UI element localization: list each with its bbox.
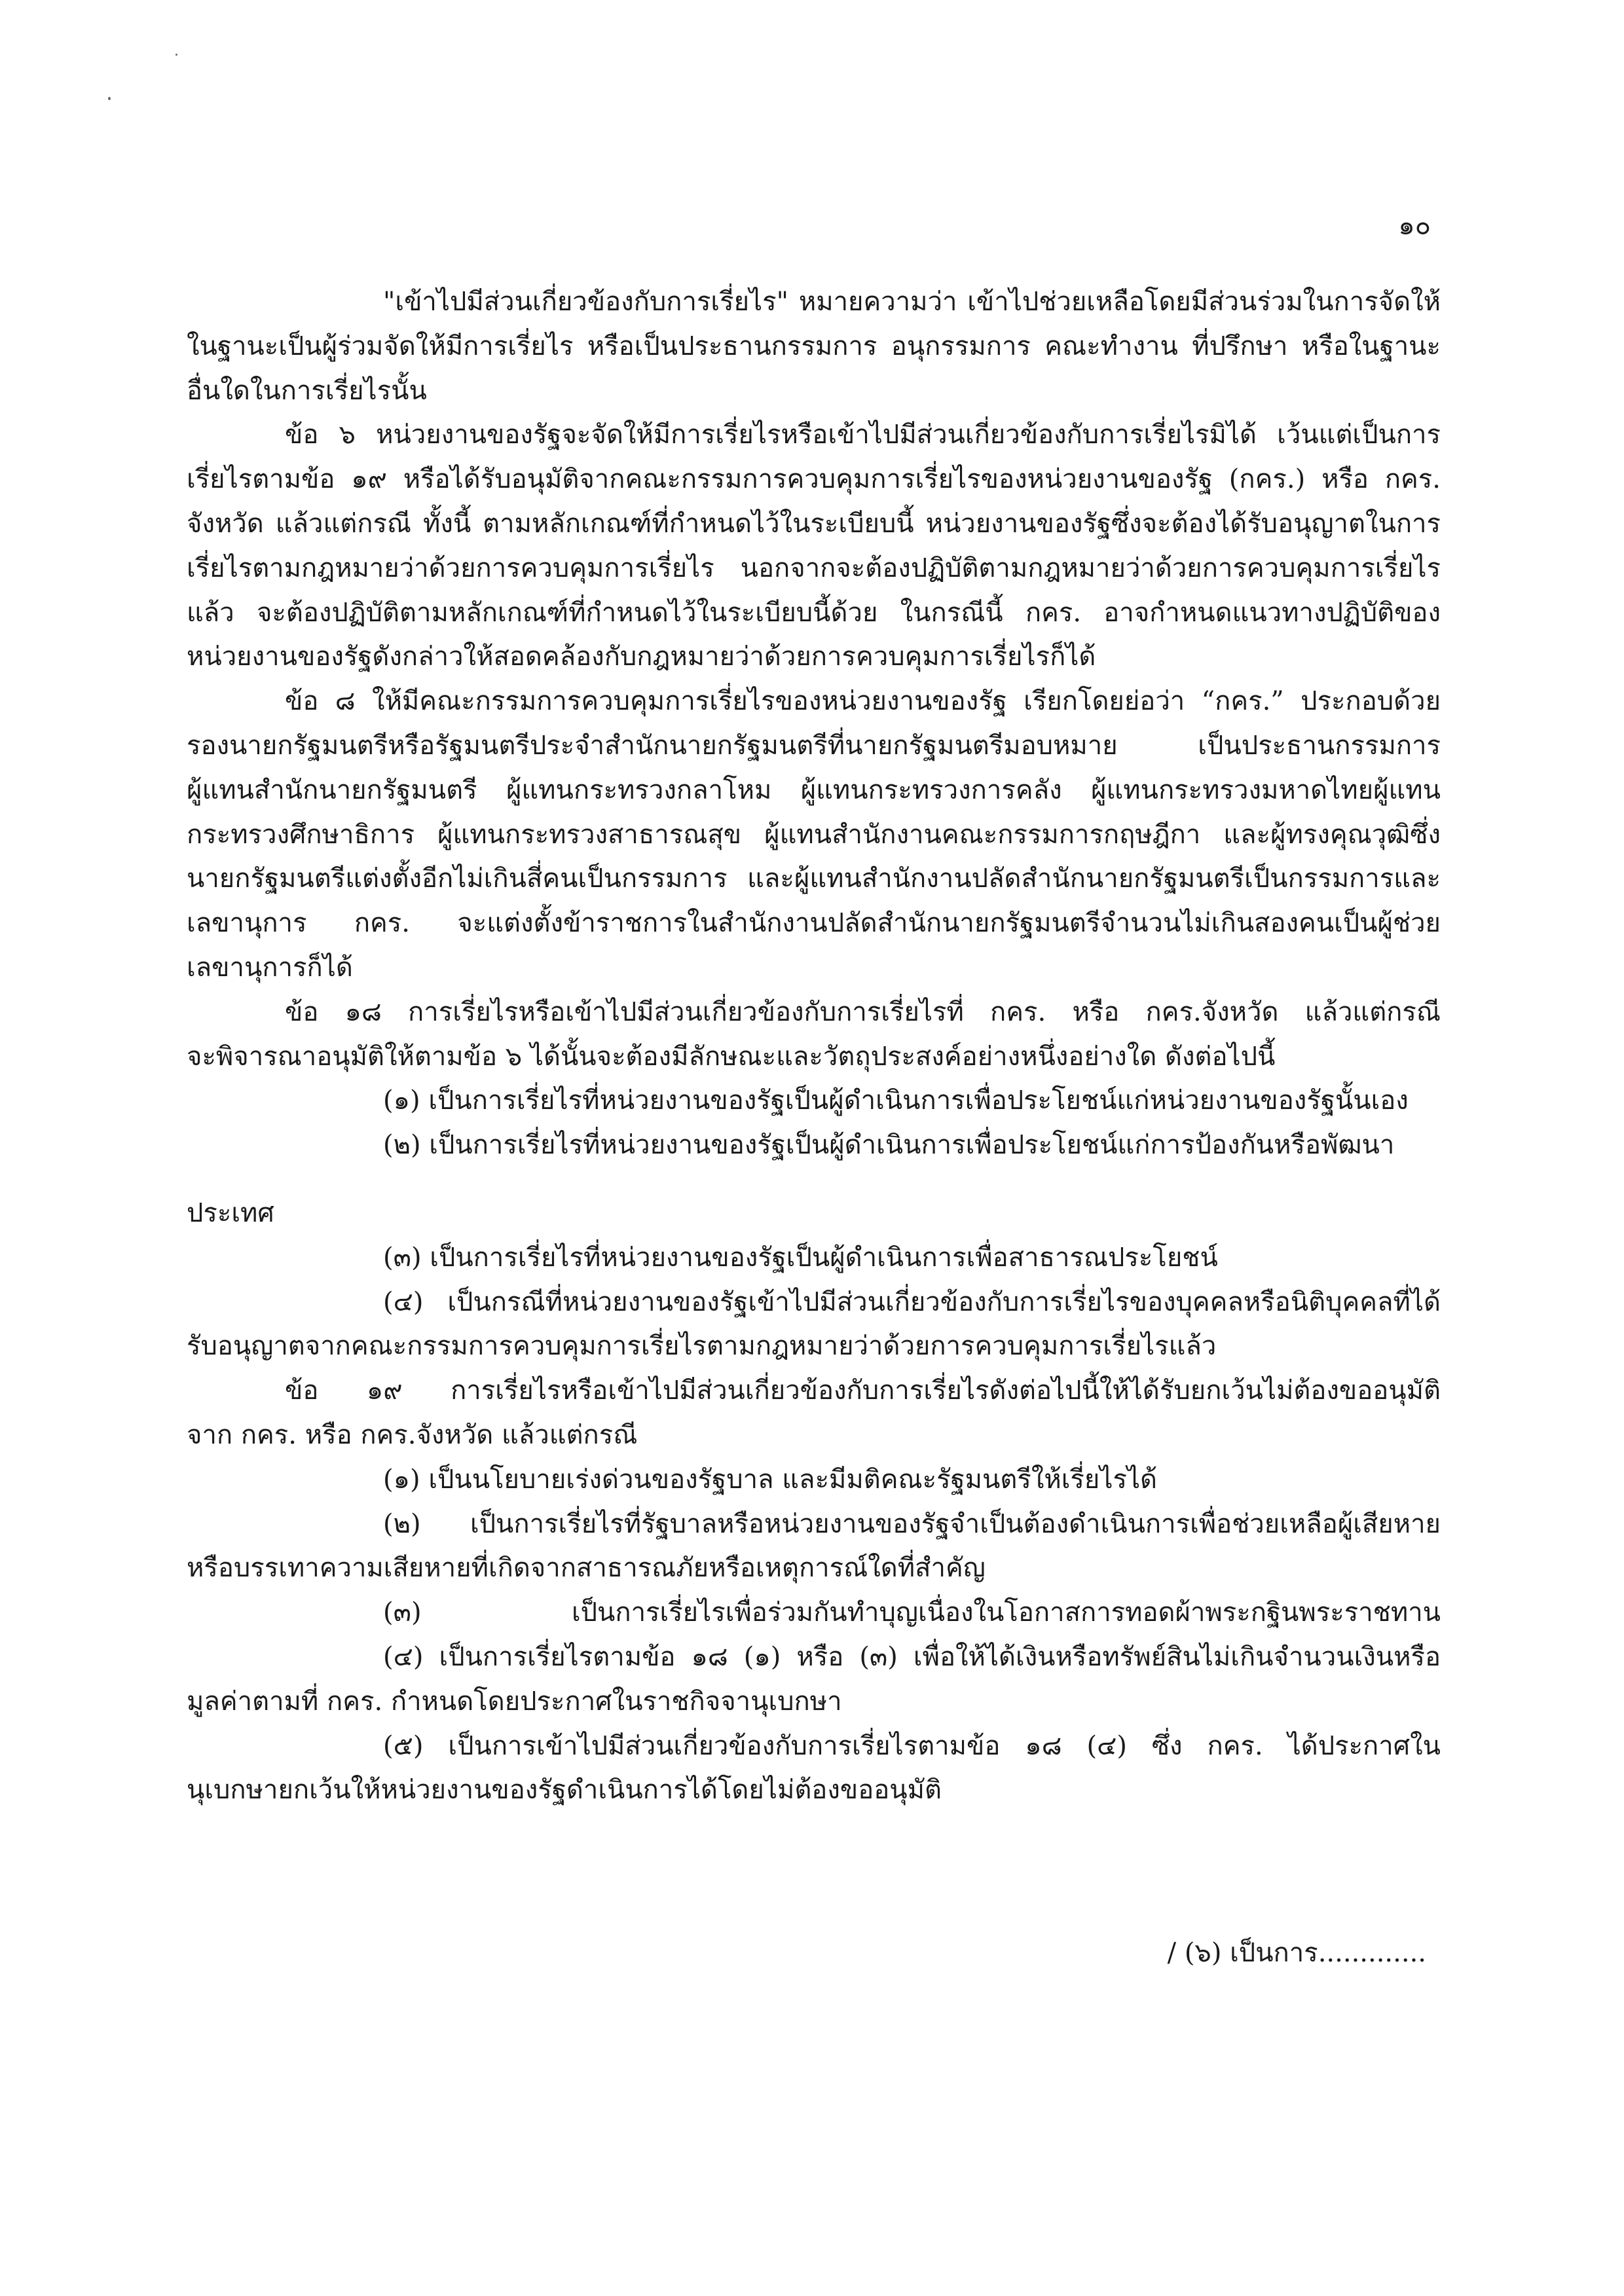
body-line: เรี่ยไรตามกฎหมายว่าด้วยการควบคุมการเรี่ยไร นอกจากจะต้องปฏิบัติตามกฎหมายว่าด้วยการควบคุมการเรี่ยไร [187,553,1441,583]
body-line: (๑) เป็นการเรี่ยไรที่หน่วยงานของรัฐเป็นผู้ดำเนินการเพื่อประโยชน์แก่หน่วยงานของรัฐนั้นเอง [383,1085,1409,1116]
body-line: ผู้แทนสำนักนายกรัฐมนตรี ผู้แทนกระทรวงกลาโหม ผู้แทนกระทรวงการคลัง ผู้แทนกระทรวงมหาดไทยผู้แทน [187,774,1441,805]
body-line: (๔) เป็นกรณีที่หน่วยงานของรัฐเข้าไปมีส่วนเกี่ยวข้องกับการเรี่ยไรของบุคคลหรือนิติบุคคลที่ได้ [383,1286,1441,1317]
scan-speck [108,97,111,100]
body-line: แล้ว จะต้องปฏิบัติตามหลักเกณฑ์ที่กำหนดไว้ในระเบียบนี้ด้วย ในกรณีนี้ กคร. อาจกำหนดแนวทางปฏิบัติของ [187,597,1441,628]
body-line: นุเบกษายกเว้นให้หน่วยงานของรัฐดำเนินการได้โดยไม่ต้องขออนุมัติ [187,1775,942,1806]
body-line: ข้อ ๑๙ การเรี่ยไรหรือเข้าไปมีส่วนเกี่ยวข้องกับการเรี่ยไรดังต่อไปนี้ให้ได้รับยกเว้นไม่ต้องขออนุมัติ [285,1376,1441,1406]
body-line: ข้อ ๘ ให้มีคณะกรรมการควบคุมการเรี่ยไรของหน่วยงานของรัฐ เรียกโดยย่อว่า “กคร.” ประกอบด้วย [285,686,1441,717]
body-line: หรือบรรเทาความเสียหายที่เกิดจากสาธารณภัยหรือเหตุการณ์ใดที่สำคัญ [187,1553,986,1584]
body-line: ข้อ ๖ หน่วยงานของรัฐจะจัดให้มีการเรี่ยไรหรือเข้าไปมีส่วนเกี่ยวข้องกับการเรี่ยไรมิได้ เว้นแต่เป็นการ [285,420,1441,450]
document-body [187,280,1441,1813]
body-line: รองนายกรัฐมนตรีหรือรัฐมนตรีประจำสำนักนายกรัฐมนตรีที่นายกรัฐมนตรีมอบหมาย เป็นประธานกรรมการ [187,730,1441,761]
body-line: (๒) เป็นการเรี่ยไรที่รัฐบาลหรือหน่วยงานของรัฐจำเป็นต้องดำเนินการเพื่อช่วยเหลือผู้เสียหาย [383,1508,1441,1539]
continuation-marker: / (๖) เป็นการ............. [1167,1938,1426,1968]
body-line: ประเทศ [187,1197,274,1228]
body-line: (๔) เป็นการเรี่ยไรตามข้อ ๑๘ (๑) หรือ (๓) เพื่อให้ได้เงินหรือทรัพย์สินไม่เกินจำนวนเงินหรือ [383,1641,1441,1672]
body-line: เรี่ยไรตามข้อ ๑๙ หรือได้รับอนุมัติจากคณะกรรมการควบคุมการเรี่ยไรของหน่วยงานของรัฐ (กคร.) หรือ กคร. [187,464,1441,495]
body-line: เลขานุการก็ได้ [187,952,353,983]
body-line: เลขานุการ กคร. จะแต่งตั้งข้าราชการในสำนักงานปลัดสำนักนายกรัฐมนตรีจำนวนไม่เกินสองคนเป็นผู้ช่วย [187,908,1441,939]
body-line: (๓) เป็นการเรี่ยไรเพื่อร่วมกันทำบุญเนื่องในโอกาสการทอดผ้าพระกฐินพระราชทาน [383,1597,1441,1628]
body-line: (๒) เป็นการเรี่ยไรที่หน่วยงานของรัฐเป็นผู้ดำเนินการเพื่อประโยชน์แก่การป้องกันหรือพัฒนา [383,1130,1395,1161]
body-line: (๓) เป็นการเรี่ยไรที่หน่วยงานของรัฐเป็นผู้ดำเนินการเพื่อสาธารณประโยชน์ [383,1242,1218,1273]
page-number: ๑๐ [1398,211,1431,241]
paragraph-gap [187,1168,1441,1192]
body-line: (๑) เป็นนโยบายเร่งด่วนของรัฐบาล และมีมติคณะรัฐมนตรีให้เรี่ยไรได้ [383,1464,1158,1495]
body-line: (๕) เป็นการเข้าไปมีส่วนเกี่ยวข้องกับการเรี่ยไรตามข้อ ๑๘ (๔) ซึ่ง กคร. ได้ประกาศใน [383,1730,1441,1761]
body-line: จะพิจารณาอนุมัติให้ตามข้อ ๖ ได้นั้นจะต้องมีลักษณะและวัตถุประสงค์อย่างหนึ่งอย่างใด ดังต่อไปนี้ [187,1041,1276,1072]
body-line: จังหวัด แล้วแต่กรณี ทั้งนี้ ตามหลักเกณฑ์ที่กำหนดไว้ในระเบียบนี้ หน่วยงานของรัฐซึ่งจะต้องได้รับอนุญาตในการ [187,508,1441,539]
body-line: หน่วยงานของรัฐดังกล่าวให้สอดคล้องกับกฎหมายว่าด้วยการควบคุมการเรี่ยไรก็ได้ [187,642,1096,672]
body-line: "เข้าไปมีส่วนเกี่ยวข้องกับการเรี่ยไร" หมายความว่า เข้าไปช่วยเหลือโดยมีส่วนร่วมในการจัดให้ [383,287,1441,317]
body-line: ข้อ ๑๘ การเรี่ยไรหรือเข้าไปมีส่วนเกี่ยวข้องกับการเรี่ยไรที่ กคร. หรือ กคร.จังหวัด แล้วแต่กรณี [285,996,1441,1027]
scan-speck [175,54,177,56]
body-line: อื่นใดในการเรี่ยไรนั้น [187,375,427,406]
body-line: ในฐานะเป็นผู้ร่วมจัดให้มีการเรี่ยไร หรือเป็นประธานกรรมการ อนุกรรมการ คณะทำงาน ที่ปรึกษา หรือในฐานะ [187,331,1441,361]
body-line: จาก กคร. หรือ กคร.จังหวัด แล้วแต่กรณี [187,1419,638,1450]
body-line: นายกรัฐมนตรีแต่งตั้งอีกไม่เกินสี่คนเป็นกรรมการ และผู้แทนสำนักงานปลัดสำนักนายกรัฐมนตรีเป็นกรรมการและ [187,864,1441,894]
body-line: กระทรวงศึกษาธิการ ผู้แทนกระทรวงสาธารณสุข ผู้แทนสำนักงานคณะกรรมการกฤษฎีกา และผู้ทรงคุณวุฒิซึ่ง [187,819,1441,850]
body-line: มูลค่าตามที่ กคร. กำหนดโดยประกาศในราชกิจจานุเบกษา [187,1686,842,1717]
body-line: รับอนุญาตจากคณะกรรมการควบคุมการเรี่ยไรตามกฎหมายว่าด้วยการควบคุมการเรี่ยไรแล้ว [187,1331,1217,1362]
